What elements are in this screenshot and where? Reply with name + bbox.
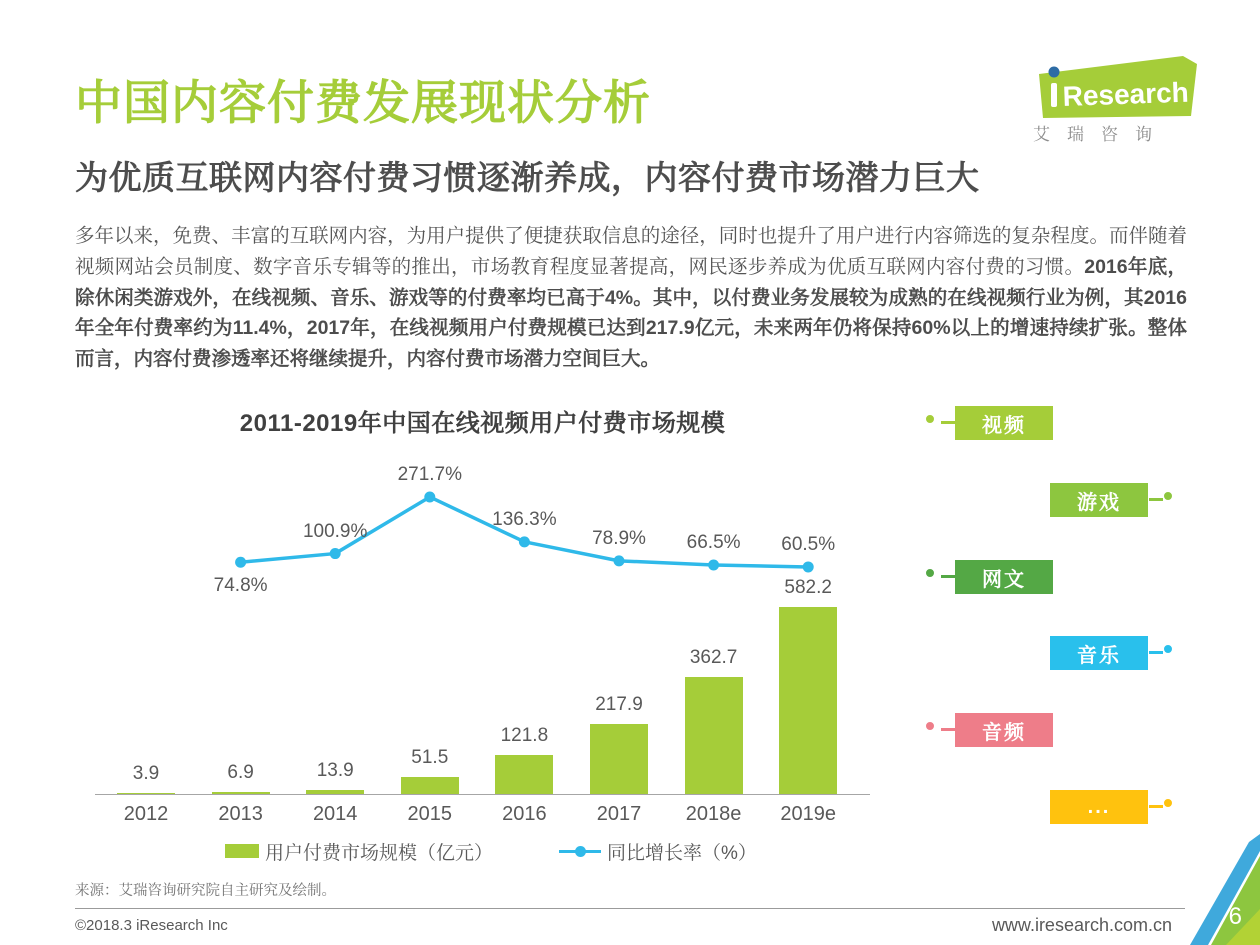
- chart-legend: [95, 839, 870, 869]
- x-axis-label: 2016: [502, 803, 547, 825]
- growth-rate-line: [95, 455, 870, 795]
- page-subtitle: 为优质互联网内容付费习惯逐渐养成，内容付费市场潜力巨大: [75, 159, 980, 196]
- bar-series-label: 用户付费市场规模（亿元）: [265, 842, 494, 864]
- category-tag-row: [920, 636, 1186, 670]
- x-axis-label: 2012: [123, 803, 169, 825]
- category-tag-row: [920, 406, 1186, 440]
- logo-i-dot: [1049, 67, 1060, 78]
- bar-value-label: 217.9: [595, 693, 643, 715]
- category-tag-label: 音频: [955, 713, 1053, 747]
- line-point: [519, 536, 530, 547]
- growth-rate-label: 74.8%: [213, 575, 268, 597]
- footer-website-link[interactable]: www.iresearch.com.cn: [991, 915, 1172, 935]
- tag-connector-line: [941, 728, 955, 731]
- tag-connector-line: [1149, 651, 1163, 654]
- line-point: [330, 548, 341, 559]
- growth-rate-label: 60.5%: [781, 533, 836, 555]
- growth-rate-label: 78.9%: [592, 527, 646, 549]
- chart-title: 2011-2019年中国在线视频用户付费市场规模: [239, 410, 726, 437]
- line-point: [235, 557, 246, 568]
- category-tag-row: [920, 560, 1186, 594]
- tag-connector-line: [941, 421, 955, 424]
- body-text-normal: 多年以来，免费、丰富的互联网内容，为用户提供了便捷获取信息的途径，同时也提升了用户进行内容筛选的复杂程度。而伴随着视频网站会员制度、数字音乐专辑等的推出，市场教育程度显著提高，网民逐步养成为优质互联网内容付费的习惯。: [75, 225, 1187, 278]
- footer-divider: [75, 908, 1185, 909]
- page-number: 6: [1228, 903, 1242, 930]
- growth-rate-label: 136.3%: [492, 508, 557, 530]
- bar-line-chart: [95, 455, 870, 875]
- category-tag-label: 视频: [955, 406, 1053, 440]
- growth-rate-label: 66.5%: [686, 531, 741, 553]
- logo-caption: 艾瑞咨询: [1033, 125, 1169, 144]
- line-point: [614, 555, 625, 566]
- line-series-swatch: [559, 844, 601, 858]
- x-axis-label: 2014: [312, 803, 358, 825]
- logo-i-stem: [1051, 83, 1057, 107]
- bar-value-label: 13.9: [316, 759, 354, 781]
- tag-connector-ring: [926, 569, 934, 577]
- content-category-tags: [920, 395, 1186, 835]
- category-tag-label: 网文: [955, 560, 1053, 594]
- body-paragraph: [75, 221, 1187, 375]
- category-tag-label: 游戏: [1050, 483, 1148, 517]
- tag-connector-ring: [1164, 799, 1172, 807]
- category-tag-label: 音乐: [1050, 636, 1148, 670]
- x-axis-label: 2015: [407, 803, 453, 825]
- tag-connector-ring: [926, 415, 934, 423]
- footer-copyright: ©2018.3 iResearch Inc: [75, 917, 228, 934]
- tag-connector-ring: [1164, 492, 1172, 500]
- bar-value-label: 6.9: [227, 761, 254, 783]
- category-tag-row: [920, 713, 1186, 747]
- x-axis-label: 2019e: [780, 803, 836, 825]
- category-tag-label: ...: [1050, 790, 1148, 824]
- logo-brand-text: Research: [1062, 76, 1190, 112]
- bar-value-label: 362.7: [689, 647, 738, 669]
- legend-item-line-series: [559, 839, 757, 863]
- tag-connector-line: [1149, 498, 1163, 501]
- category-tag-row: [920, 483, 1186, 517]
- x-axis-label: 2017: [596, 803, 642, 825]
- x-axis-label: 2018e: [685, 803, 742, 825]
- corner-triangle-decoration: [1150, 830, 1260, 945]
- tag-connector-line: [941, 575, 955, 578]
- bar-series-swatch: [225, 844, 259, 858]
- body-text-emphasis: 2016年底，除休闲类游戏外，在线视频、音乐、游戏等的付费率均已高于4%。其中，以付费业务发展较为成熟的在线视频行业为例，其2016年全年付费率约为11.4%，2017年，在线视频用户付费规模已达到217.9亿元，未来两年仍将保持60%以上的增速持续扩张。整体而言，内容付费渗透率还将继续提升，内容付费市场潜力空间巨大。: [75, 255, 1187, 371]
- tag-connector-ring: [1164, 645, 1172, 653]
- bar-value-label: 121.8: [500, 724, 549, 746]
- line-point: [803, 561, 814, 572]
- legend-item-bar-series: [225, 839, 493, 863]
- bar-value-label: 51.5: [411, 747, 449, 769]
- growth-rate-label: 271.7%: [397, 463, 463, 485]
- bar-value-label: 582.2: [784, 576, 832, 598]
- tag-connector-line: [1149, 805, 1163, 808]
- category-tag-row: [920, 790, 1186, 824]
- tag-connector-ring: [926, 722, 934, 730]
- line-point: [708, 559, 719, 570]
- page-title: 中国内容付费发展现状分析: [75, 76, 651, 129]
- chart-plot-area: [95, 455, 870, 795]
- line-point: [424, 491, 435, 502]
- line-series-label: 同比增长率（%）: [607, 842, 757, 864]
- x-axis-label: 2013: [218, 803, 263, 825]
- growth-rate-label: 100.9%: [302, 520, 368, 542]
- bar-value-label: 3.9: [132, 762, 160, 784]
- source-note: 来源：艾瑞咨询研究院自主研究及绘制。: [75, 883, 336, 899]
